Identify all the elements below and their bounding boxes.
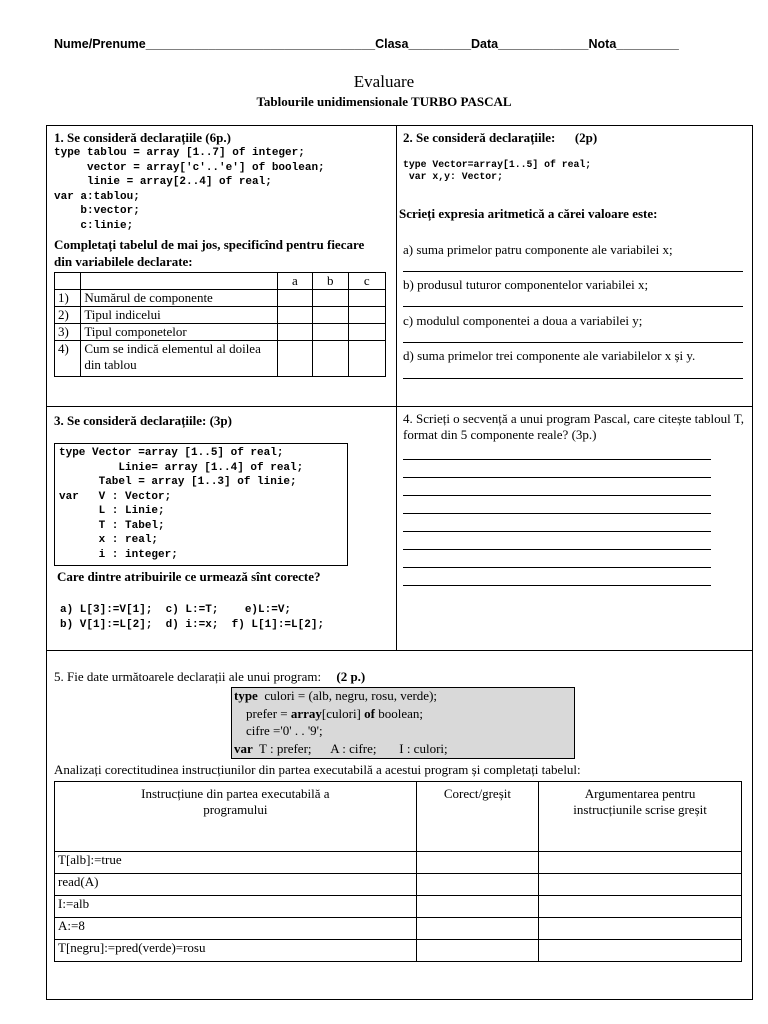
answer-line[interactable] xyxy=(403,567,711,568)
q3-heading: 3. Se consideră declarațiile: (3p) xyxy=(54,413,232,428)
q2-heading: 2. Se consideră declarațiile: (2p) xyxy=(403,130,598,145)
row-label: Tipul componetelor xyxy=(81,324,277,341)
q5-heading-text: 5. Fie date următoarele declarații ale unui program: xyxy=(54,669,322,684)
table-row xyxy=(55,290,386,307)
q1-col-a: a xyxy=(277,273,312,290)
answer-cell[interactable] xyxy=(539,874,742,896)
answer-line[interactable] xyxy=(403,585,711,586)
answer-cell[interactable] xyxy=(416,874,539,896)
q1-col-label xyxy=(81,273,277,290)
page-title: Evaluare xyxy=(353,72,415,91)
answer-cell[interactable] xyxy=(348,324,385,341)
answer-line[interactable] xyxy=(403,495,711,496)
table-row xyxy=(55,852,742,874)
horizontal-divider-2 xyxy=(46,650,753,651)
vertical-divider xyxy=(396,125,397,650)
decl-text: [culori] xyxy=(321,706,365,721)
q2-answer-line-b[interactable] xyxy=(403,306,743,307)
table-row xyxy=(55,896,742,918)
answer-cell[interactable] xyxy=(539,896,742,918)
of-keyword: of xyxy=(364,706,375,721)
answer-line[interactable] xyxy=(403,531,711,532)
table-row xyxy=(55,307,386,324)
answer-cell[interactable] xyxy=(539,918,742,940)
decl-text: prefer = xyxy=(246,706,291,721)
answer-line[interactable] xyxy=(403,549,711,550)
q1-heading: 1. Se consideră declarațiile (6p.) xyxy=(54,130,231,145)
q3-options: a) L[3]:=V[1]; c) L:=T; e)L:=V; b) V[1]:=L[2]; d) i:=x; f) L[1]:=L[2]; xyxy=(60,604,325,631)
var-keyword: var xyxy=(234,741,253,756)
decl-text: boolean; xyxy=(374,706,423,721)
q2-item-b: b) produsul tuturor componentelor variabilei x; xyxy=(403,277,649,292)
table-row xyxy=(55,341,386,377)
q5-decl-line2 xyxy=(246,706,423,722)
q5-heading xyxy=(54,669,365,685)
answer-cell[interactable] xyxy=(416,852,539,874)
answer-cell[interactable] xyxy=(348,307,385,324)
row-number: 4) xyxy=(55,341,81,377)
instruction-cell: read(A) xyxy=(55,874,417,896)
type-keyword: type xyxy=(234,688,258,703)
answer-cell[interactable] xyxy=(539,940,742,962)
q2-answer-line-d[interactable] xyxy=(403,378,743,379)
answer-cell[interactable] xyxy=(277,341,312,377)
answer-line[interactable] xyxy=(403,459,711,460)
q1-table xyxy=(54,272,386,377)
q5-points: (2 p.) xyxy=(336,669,366,684)
row-label: Tipul indicelui xyxy=(81,307,277,324)
answer-cell[interactable] xyxy=(277,324,312,341)
q1-instruction: Completați tabelul de mai jos, specificînd pentru fiecare din variabilele declarate: xyxy=(54,237,365,269)
q5-decl-line1 xyxy=(234,688,437,704)
q5-col-argument: Argumentarea pentru instrucțiunile scrise greșit xyxy=(539,782,742,852)
q2-instruction: Scrieți expresia aritmetică a cărei valoare este: xyxy=(399,206,658,221)
instruction-cell: T[negru]:=pred(verde)=rosu xyxy=(55,940,417,962)
row-number: 3) xyxy=(55,324,81,341)
row-label: Numărul de componente xyxy=(81,290,277,307)
q5-decl-line3: cifre ='0' . . '9'; xyxy=(246,723,323,738)
q1-col-b: b xyxy=(313,273,348,290)
q5-col-correct: Corect/greșit xyxy=(416,782,539,852)
horizontal-divider-1 xyxy=(46,406,753,407)
table-row xyxy=(55,874,742,896)
q4-heading: 4. Scrieți o secvență a unui program Pascal, care citește tabloul T, format din 5 componente reale? (3p.) xyxy=(403,411,745,442)
row-number: 2) xyxy=(55,307,81,324)
answer-cell[interactable] xyxy=(313,307,348,324)
table-row xyxy=(55,918,742,940)
answer-cell[interactable] xyxy=(277,290,312,307)
q3-question: Care dintre atribuirile ce urmează sînt corecte? xyxy=(57,569,321,584)
q5-instruction: Analizați corectitudinea instrucțiunilor din partea executabilă a acestui program și completați tabelul: xyxy=(54,762,581,777)
answer-cell[interactable] xyxy=(313,290,348,307)
answer-cell[interactable] xyxy=(539,852,742,874)
q1-col-num xyxy=(55,273,81,290)
q5-decl-line4 xyxy=(234,741,448,757)
q5-col-instruction: Instrucțiune din partea executabilă a programului xyxy=(55,782,417,852)
answer-cell[interactable] xyxy=(416,940,539,962)
q2-item-d: d) suma primelor trei componente ale variabilelor x și y. xyxy=(403,348,696,363)
row-label: Cum se indică elementul al doilea din tablou xyxy=(81,341,277,377)
answer-cell[interactable] xyxy=(313,341,348,377)
array-keyword: array xyxy=(290,706,322,721)
q2-item-c: c) modulul componentei a doua a variabilei y; xyxy=(403,313,643,328)
table-row xyxy=(55,324,386,341)
student-info-line: Nume/Prenume_________________________________Clasa_________Data_____________Nota_________ xyxy=(54,37,679,51)
page-subtitle: Tablourile unidimensionale TURBO PASCAL xyxy=(256,94,512,109)
answer-cell[interactable] xyxy=(348,290,385,307)
decl-text: culori = (alb, negru, rosu, verde); xyxy=(257,688,438,703)
answer-cell[interactable] xyxy=(277,307,312,324)
answer-line[interactable] xyxy=(403,477,711,478)
q5-table xyxy=(54,781,742,962)
instruction-cell: T[alb]:=true xyxy=(55,852,417,874)
answer-cell[interactable] xyxy=(416,918,539,940)
q2-answer-line-a[interactable] xyxy=(403,271,743,272)
decl-text: T : prefer; A : cifre; I : culori; xyxy=(252,741,448,756)
instruction-cell: I:=alb xyxy=(55,896,417,918)
answer-cell[interactable] xyxy=(313,324,348,341)
q2-code: type Vector=array[1..5] of real; var x,y: Vector; xyxy=(403,159,592,182)
table-row xyxy=(55,940,742,962)
q1-col-c: c xyxy=(348,273,385,290)
row-number: 1) xyxy=(55,290,81,307)
q1-code: type tablou = array [1..7] of integer; vector = array['c'..'e'] of boolean; linie = array[2..4] of real; var a:tablou; b:vector; c:linie; xyxy=(54,147,325,232)
instruction-cell: A:=8 xyxy=(55,918,417,940)
q3-code: type Vector =array [1..5] of real; Linie= array [1..4] of real; Tabel = array [1..3] of linie; var V : Vector; L : Linie; T : Tabel; x : real; i : integer; xyxy=(59,447,304,561)
q2-item-a: a) suma primelor patru componente ale variabilei x; xyxy=(403,242,673,257)
answer-cell[interactable] xyxy=(348,341,385,377)
q2-answer-line-c[interactable] xyxy=(403,342,743,343)
answer-line[interactable] xyxy=(403,513,711,514)
answer-cell[interactable] xyxy=(416,896,539,918)
